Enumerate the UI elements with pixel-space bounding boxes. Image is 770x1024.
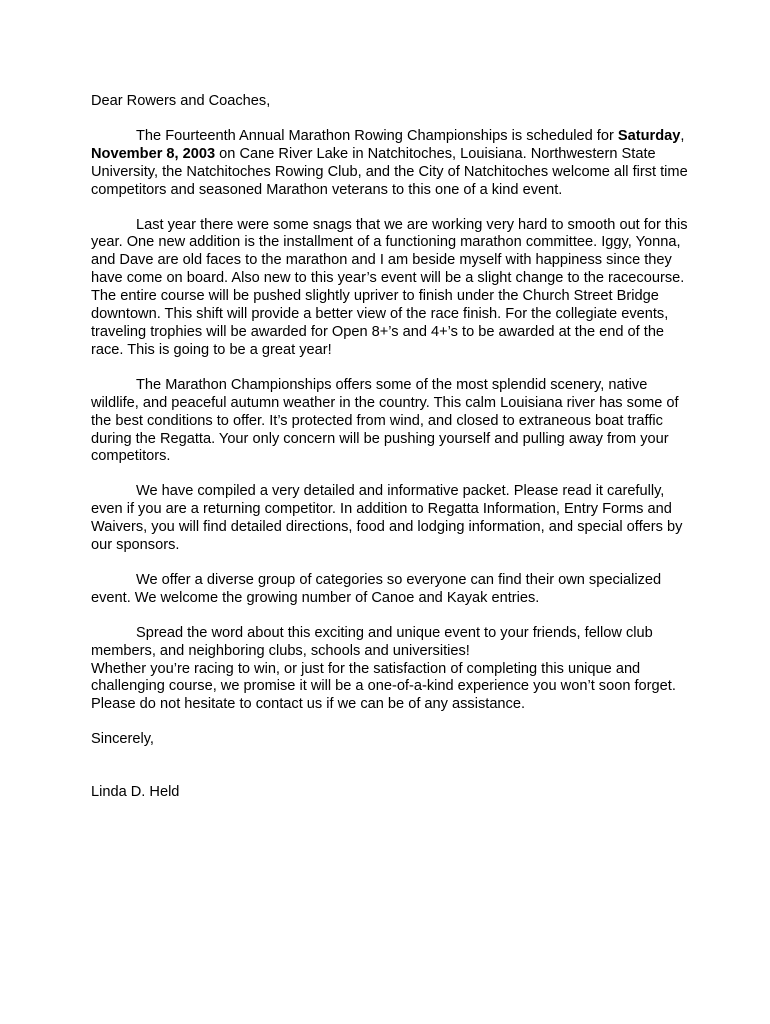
paragraph-last-year-text: Last year there were some snags that we are working very hard to smooth out for this year. One new addition is the installment of a functioning marathon committee. Iggy, Yonna, and Dave are old faces to the marathon and I am beside myself with happiness since they have come on board. Also new to this year’s event will be a slight change to the racecourse. The entire course will be pushed slightly upriver to finish under the Church Street Bridge downtown. This shift will provide a better view of the race finish. For the collegiate events, traveling trophies will be awarded for Open 8+’s and 4+’s to be awarded at the end of the race. This is going to be a great year! [91,216,688,358]
paragraph-spread-word-text: Spread the word about this exciting and unique event to your friends, fellow club members, and neighboring clubs, schools and universities! [91,624,653,659]
letter-body [91,93,691,802]
salutation: Dear Rowers and Coaches, [91,93,271,109]
closing: Sincerely, [91,731,154,748]
event-day: Saturday [617,127,681,144]
paragraph-last-year [91,217,691,360]
paragraph-packet-text: We have compiled a very detailed and informative packet. Please read it carefully, even if you are a returning competitor. In addition to Regatta Information, Entry Forms and Waivers, you will find detailed directions, food and lodging information, and special offers by our sponsors. [91,483,683,554]
paragraph-categories-text: We offer a diverse group of categories so everyone can find their own specialized event. We welcome the growing number of Canoe and Kayak entries. [91,571,662,606]
paragraph-scenery [91,377,691,467]
paragraph-event-announcement [91,128,691,200]
paragraph-categories [91,572,691,608]
date-separator: , [680,127,685,144]
event-date: November 8, 2003 [91,145,216,162]
paragraph-packet [91,483,691,555]
paragraph-spread-word [91,625,691,715]
signature-name: Linda D. Held [91,784,180,801]
paragraph-intro-text: The Fourteenth Annual Marathon Rowing Championships is scheduled for [136,127,614,144]
paragraph-scenery-text: The Marathon Championships offers some of the most splendid scenery, native wildlife, and peaceful autumn weather in the country. This calm Louisiana river has some of the best conditions to offer. It’s protected from wind, and closed to extraneous boat traffic during the Regatta. Your only concern will be pushing yourself and pulling away from your competitors. [91,376,679,465]
paragraph-promise-text: Whether you’re racing to win, or just for the satisfaction of completing this unique and challenging course, we promise it will be a one-of-a-kind experience you won’t soon forget. Please do not hesitate to contact us if we can be of any assistance. [91,660,676,713]
paragraph-rest-text: on Cane River Lake in Natchitoches, Louisiana. Northwestern State University, the Natchitoches Rowing Club, and the City of Natchitoches welcome all first time competitors and seasoned Marathon veterans to this one of a kind event. [91,145,688,198]
